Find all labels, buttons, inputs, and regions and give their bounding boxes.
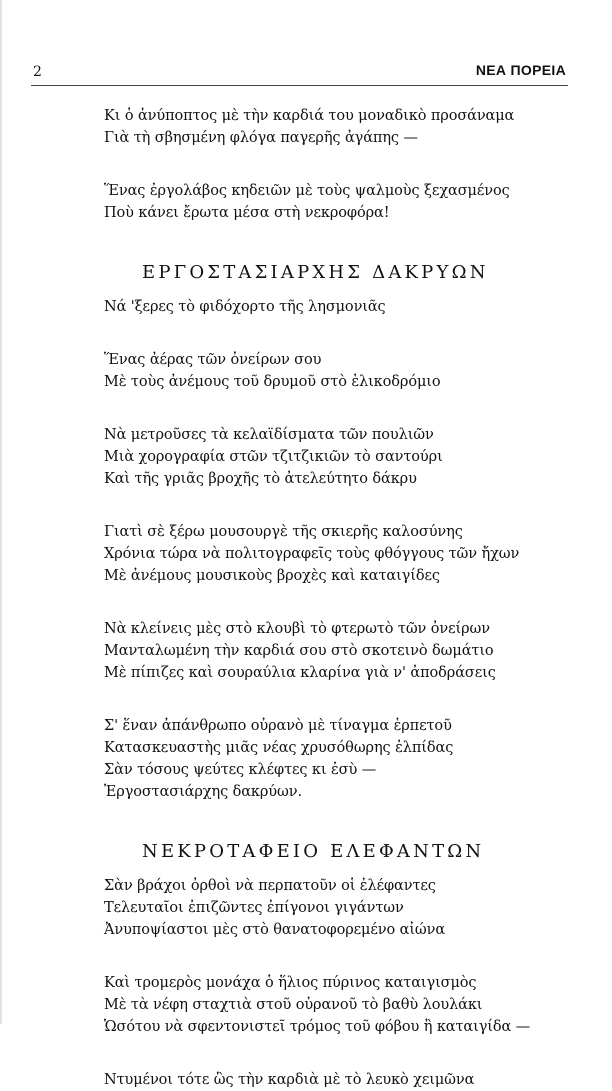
verse-line: Μὲ τὰ νέφη σταχτιὰ στοῦ οὐρανοῦ τὸ βαθὺ λουλάκι	[104, 997, 483, 1013]
verse-line: Γιατὶ σὲ ξέρω μουσουργὲ τῆς σκιερῆς καλοσύνης	[104, 524, 463, 540]
verse-line: Νὰ μετροῦσες τὰ κελαϊδίσματα τῶν πουλιῶν	[104, 427, 434, 443]
header-rule	[31, 85, 568, 86]
verse-line: Ἕνας ἀέρας τῶν ὀνείρων σου	[104, 352, 322, 368]
verse-line: Νὰ κλείνεις μὲς στὸ κλουβὶ τὸ φτερωτὸ τῶν ὀνείρων	[104, 621, 490, 637]
poem-ergostasiarchis	[104, 262, 574, 803]
verse-line: Ποὺ κάνει ἔρωτα μέσα στὴ νεκροφόρα!	[104, 205, 390, 221]
verse-line: Σ' ἕναν ἀπάνθρωπο οὐρανὸ μὲ τίναγμα ἑρπετοῦ	[104, 718, 452, 734]
verse-line: Μὲ ἀνέμους μουσικοὺς βροχὲς καὶ καταιγίδες	[104, 568, 440, 584]
page-spine-shadow	[0, 0, 3, 1024]
verse-line: Μὲ τοὺς ἀνέμους τοῦ δρυμοῦ στὸ ἑλικοδρόμιο	[104, 374, 441, 390]
verse-line: Χρόνια τώρα νὰ πολιτογραφεῖς τοὺς φθόγγους τῶν ἤχων	[104, 546, 520, 562]
verse-line: Μὲ πίπιζες καὶ σουραύλια κλαρίνα γιὰ ν' ἀποδράσεις	[104, 665, 496, 681]
verse-line: Καὶ τρομερὸς μονάχα ὁ ἥλιος πύρινος καταιγισμὸς	[104, 975, 477, 991]
verse-line: Σὰν τόσους ψεύτες κλέφτες κι ἐσὺ —	[104, 762, 377, 778]
verse-line: Κατασκευαστὴς μιᾶς νέας χρυσόθωρης ἐλπίδας	[104, 740, 454, 756]
verse-line: Γιὰ τὴ σβησμένη φλόγα παγερῆς ἀγάπης —	[104, 130, 418, 146]
verse-line: Ἀνυποψίαστοι μὲς στὸ θανατοφορεμένο αἰώνα	[104, 922, 446, 938]
verse-line: Ὡσότου νὰ σφεντονιστεῖ τρόμος τοῦ φόβου ἢ καταιγίδα —	[104, 1019, 531, 1035]
verse-line: Σὰν βράχοι ὀρθοὶ νὰ περπατοῦν οἱ ἐλέφαντες	[104, 878, 436, 894]
verse-line: Μανταλωμένη τὴν καρδιά σου στὸ σκοτεινὸ δωμάτιο	[104, 643, 494, 659]
verse-line: Τελευταῖοι ἐπιζῶντες ἐπίγονοι γιγάντων	[104, 900, 404, 916]
verse-line: Ντυμένοι τότε ὣς τὴν καρδιὰ μὲ τὸ λευκὸ χειμῶνα	[104, 1072, 475, 1088]
poem-nekrotafeio	[104, 841, 574, 1091]
verse-line: Κι ὁ ἀνύποπτος μὲ τὴν καρδιά του μοναδικὸ προσάναμα	[104, 108, 515, 124]
verse-line: Νά 'ξερες τὸ φιδόχορτο τῆς λησμονιᾶς	[104, 299, 386, 315]
page-number: 2	[33, 64, 43, 80]
page-body	[104, 105, 574, 1091]
verse-line: Ἕνας ἐργολάβος κηδειῶν μὲ τοὺς ψαλμοὺς ξεχασμένος	[104, 183, 510, 199]
verse-line: Ἐργοστασιάρχης δακρύων.	[104, 784, 302, 800]
intro-stanzas	[104, 105, 574, 224]
verse-line: Καὶ τῆς γριᾶς βροχῆς τὸ ἀτελεύτητο δάκρυ	[104, 471, 417, 487]
journal-title: ΝΕΑ ΠΟΡΕΙΑ	[475, 62, 566, 78]
poem-title: ΕΡΓΟΣΤΑΣΙΑΡΧΗΣ ΔΑΚΡΥΩΝ	[142, 262, 489, 283]
poem-title: ΝΕΚΡΟΤΑΦΕΙΟ ΕΛΕΦΑΝΤΩΝ	[142, 841, 485, 862]
verse-line: Μιὰ χορογραφία στῶν τζιτζικιῶν τὸ σαντούρι	[104, 449, 443, 465]
